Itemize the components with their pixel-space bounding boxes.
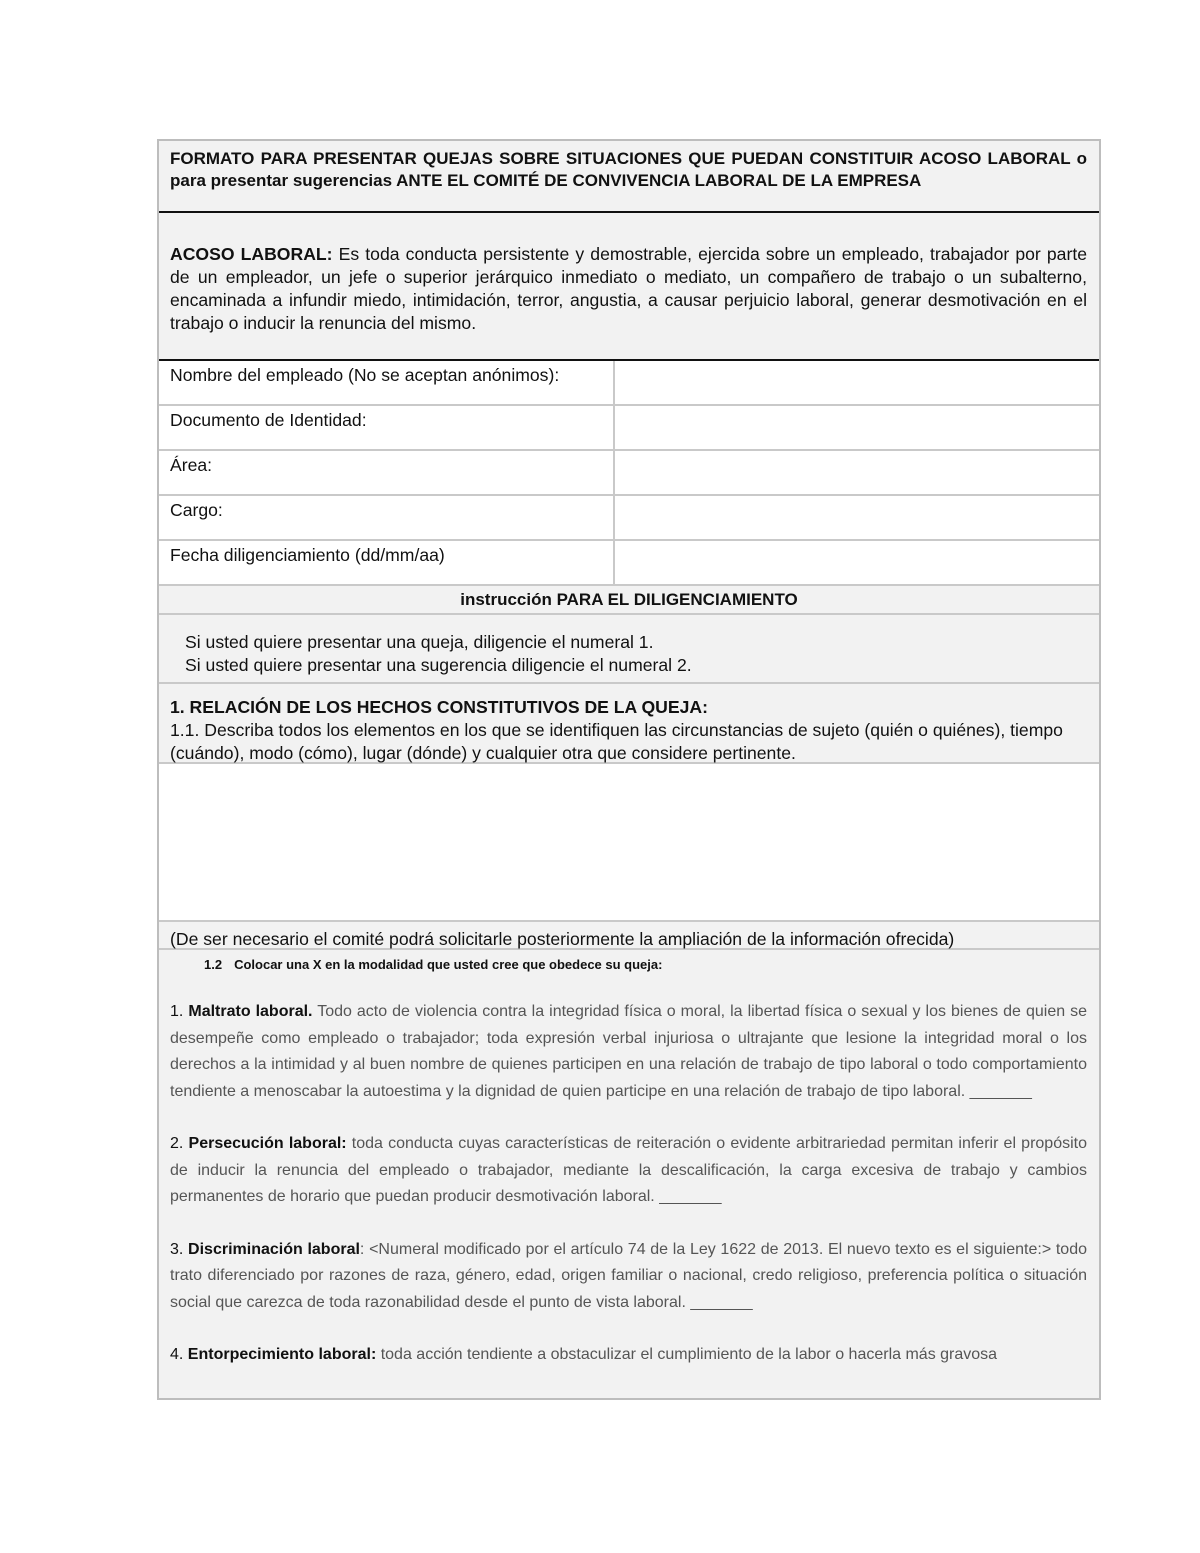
modality-item [170, 1342, 1087, 1369]
id-document-label: Documento de Identidad: [159, 406, 615, 449]
modality-text[interactable]: toda acción tendiente a obstaculizar el cumplimiento de la labor o hacerla más gravosa [376, 1346, 998, 1363]
modality-item [170, 1237, 1087, 1317]
modality-term: Persecución laboral: [188, 1135, 347, 1152]
date-label: Fecha diligenciamiento (dd/mm/aa) [159, 541, 615, 584]
employee-name-field[interactable] [615, 361, 1099, 404]
instructions-body [159, 615, 1099, 684]
field-row-date [159, 541, 1099, 586]
extension-note: (De ser necesario el comité podrá solicitarle posteriormente la ampliación de la información ofrecida) [159, 922, 1099, 950]
instruction-suggestion: Si usted quiere presentar una sugerencia diligencie el numeral 2. [185, 655, 692, 675]
complaint-form [157, 139, 1101, 1400]
harassment-definition [159, 213, 1099, 361]
modality-term: Maltrato laboral. [188, 1003, 313, 1020]
id-document-field[interactable] [615, 406, 1099, 449]
position-label: Cargo: [159, 496, 615, 539]
facts-answer-area[interactable] [159, 764, 1099, 922]
modality-number: 3. [170, 1240, 184, 1258]
instructions-heading: instrucción PARA EL DILIGENCIAMIENTO [159, 586, 1099, 615]
area-label: Área: [159, 451, 615, 494]
definition-text: Es toda conducta persistente y demostrable, ejercida sobre un empleado, trabajador por parte de un empleador, un jefe o superior jerárquico inmediato o mediato, un compañero de trabajo o un subalterno, encaminada a infundir miedo, intimidación, terror, angustia, a causar perjuicio laboral, generar desmotivación en el trabajo o inducir la renuncia del mismo. [170, 244, 1088, 333]
section-1-2-heading [170, 957, 1087, 973]
modality-term: Discriminación laboral [188, 1240, 360, 1258]
field-row-employee-name [159, 361, 1099, 406]
position-field[interactable] [615, 496, 1099, 539]
modality-text[interactable]: : <Numeral modificado por el artículo 74 de la Ley 1622 de 2013. El nuevo texto es el siguiente:> todo trato diferenciado por razones de raza, género, edad, origen familiar o nacional, credo religioso, preferencia política o situación social que carezca de toda razonabilidad desde el punto de vista laboral. _______ [170, 1240, 1087, 1311]
field-row-id-document [159, 406, 1099, 451]
modality-item [170, 999, 1087, 1105]
form-title: FORMATO PARA PRESENTAR QUEJAS SOBRE SITUACIONES QUE PUEDAN CONSTITUIR ACOSO LABORAL o para presentar sugerencias ANTE EL COMITÉ DE CONVIVENCIA LABORAL DE LA EMPRESA [159, 141, 1099, 213]
area-field[interactable] [615, 451, 1099, 494]
field-row-area [159, 451, 1099, 496]
section-1-2-number: 1.2 [204, 957, 223, 972]
employee-name-label: Nombre del empleado (No se aceptan anónimos): [159, 361, 615, 404]
section-1 [159, 684, 1099, 764]
date-field[interactable] [615, 541, 1099, 584]
section-1-2-title: Colocar una X en la modalidad que usted cree que obedece su queja: [234, 957, 663, 972]
section-1-1-text: 1.1. Describa todos los elementos en los que se identifiquen las circunstancias de sujeto (quién o quiénes), tiempo (cuándo), modo (cómo), lugar (dónde) y cualquier otra que considere pertinente. [170, 720, 1063, 763]
modality-text[interactable]: Todo acto de violencia contra la integridad física o moral, la libertad física o sexual y los bienes de quien se desempeñe como empleado o trabajador; toda expresión verbal injuriosa o ultrajante que lesione la integridad moral o los derechos a la intimidad y al buen nombre de quienes participen en una relación de trabajo de tipo laboral o todo comportamiento tendiente a menoscabar la autoestima y la dignidad de quien participe en una relación de trabajo de tipo laboral. _______ [170, 1003, 1088, 1100]
section-1-2 [159, 950, 1099, 1400]
modality-number: 4. [170, 1346, 184, 1363]
modality-number: 2. [170, 1135, 184, 1152]
field-row-position [159, 496, 1099, 541]
modality-text[interactable]: toda conducta cuyas características de reiteración o evidente arbitrariedad permitan inferir el propósito de inducir la renuncia del empleado o trabajador, mediante la descalificación, la carga excesiva de trabajo y cambios permanentes de horario que puedan producir desmotivación laboral. _______ [170, 1135, 1087, 1205]
definition-term: ACOSO LABORAL: [170, 244, 333, 264]
section-1-heading: 1. RELACIÓN DE LOS HECHOS CONSTITUTIVOS DE LA QUEJA: [170, 697, 708, 717]
instruction-complaint: Si usted quiere presentar una queja, diligencie el numeral 1. [185, 632, 654, 652]
modality-item [170, 1131, 1087, 1211]
modality-term: Entorpecimiento laboral: [187, 1346, 377, 1363]
modality-number: 1. [170, 1003, 184, 1020]
